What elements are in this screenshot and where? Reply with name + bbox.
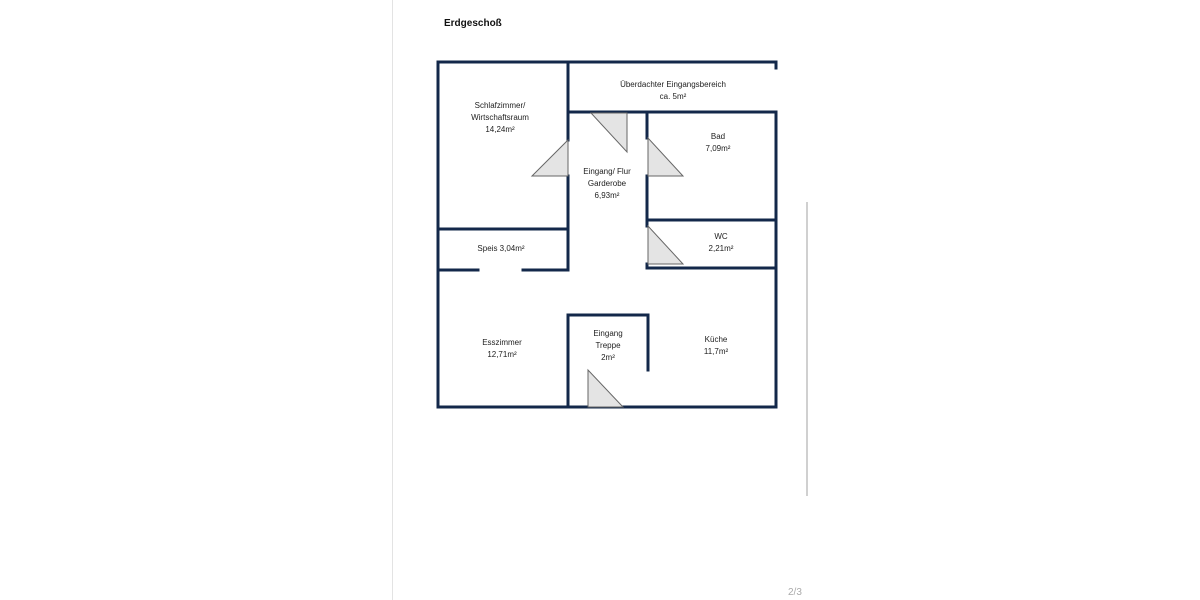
room-name: Garderobe xyxy=(587,179,627,188)
room-name: Eingang/ Flur xyxy=(583,167,631,176)
door-bath[interactable] xyxy=(648,138,683,176)
room-name: Küche xyxy=(704,335,728,344)
page-indicator: 2/3 xyxy=(788,587,802,598)
room-area: 2,21m² xyxy=(708,244,734,253)
room-name: Speis 3,04m² xyxy=(477,244,525,253)
room-label-pantry xyxy=(477,243,524,255)
room-label-hallway xyxy=(583,166,631,202)
door-stair[interactable] xyxy=(588,370,623,407)
room-area: 2m² xyxy=(601,353,615,362)
floor-title: Erdgeschoß xyxy=(444,18,502,29)
room-name: Wirtschaftsraum xyxy=(471,113,529,122)
room-name: Esszimmer xyxy=(482,338,522,347)
room-label-porch xyxy=(620,79,726,103)
room-name: WC xyxy=(714,232,728,241)
room-name: Treppe xyxy=(595,341,621,350)
room-name: Eingang xyxy=(593,329,623,338)
door-wc[interactable] xyxy=(648,226,683,264)
room-label-kitchen xyxy=(704,334,728,358)
room-area: ca. 5m² xyxy=(659,92,687,101)
room-area: 11,7m² xyxy=(703,347,729,356)
room-label-bath xyxy=(706,131,731,155)
door-bedroom[interactable] xyxy=(532,140,568,176)
room-label-bedroom xyxy=(471,100,529,136)
room-label-wc xyxy=(709,231,734,255)
door-porch[interactable] xyxy=(591,113,627,152)
room-name: Schlafzimmer/ xyxy=(474,101,526,110)
room-label-stair-entry xyxy=(593,328,622,364)
room-name: Überdachter Eingangsbereich xyxy=(620,80,726,89)
room-area: 7,09m² xyxy=(705,144,731,153)
room-label-dining xyxy=(482,337,522,361)
room-area: 14,24m² xyxy=(485,125,515,134)
room-area: 12,71m² xyxy=(487,350,517,359)
room-area: 6,93m² xyxy=(594,191,620,200)
room-name: Bad xyxy=(710,132,726,141)
